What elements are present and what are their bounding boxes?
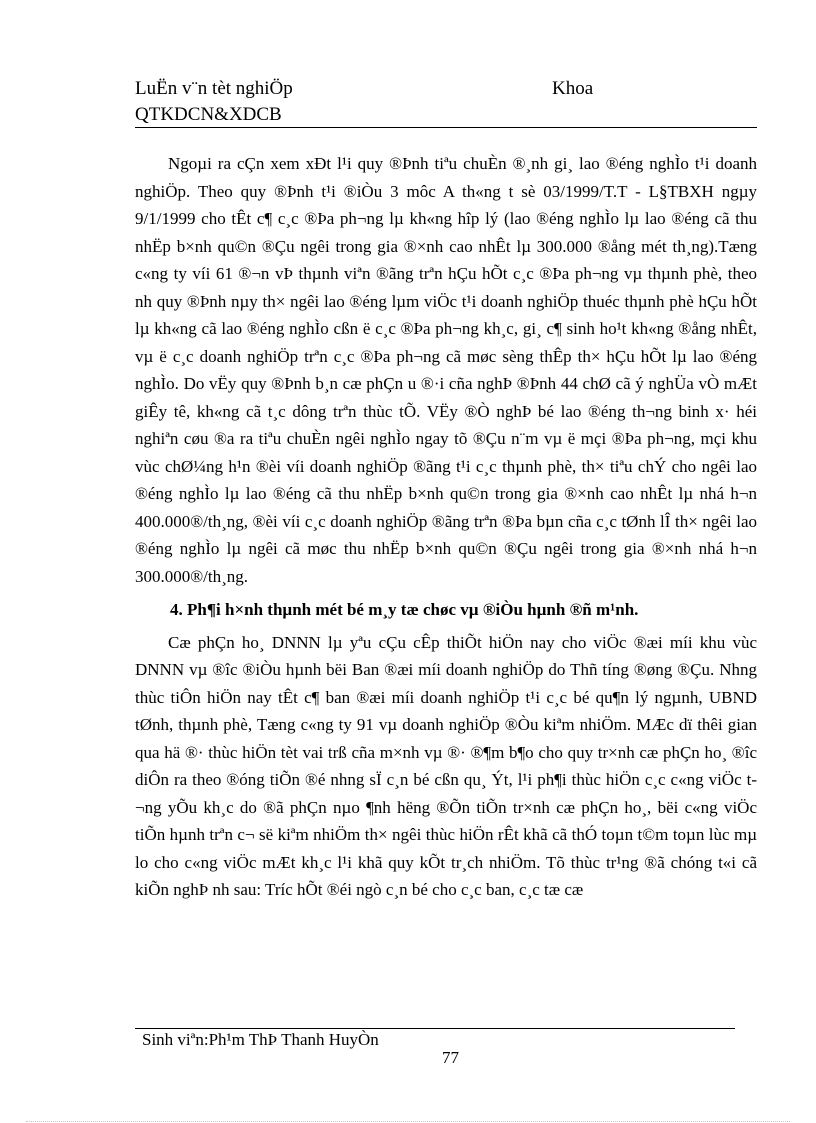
paragraph-2: Cæ phÇn ho¸ DNNN lµ yªu cÇu cÊp thiÕt hiÖn nay cho viÖc ®æi míi khu vùc DNNN vµ ®îc ®iÒu hµnh bëi Ban ®æi míi doanh nghiÖp do Thñ tíng ®øng ®Çu. Nhng thùc tiÔn hiÖn nay tÊt c¶ ban ®æi míi doanh nghiÖp t¹i c¸c bé qu¶n lý ngµnh, UBND tØnh, thµnh phè, Tæng c«ng ty 91 vµ doanh nghiÖp ®Òu kiªm nhiÖm. MÆc dï thêi gian qua hä ®· thùc hiÖn tèt vai trß cña m×nh vµ ®· ®¶m b¶o cho quy tr×nh cæ phÇn ho¸ ®îc diÔn ra theo ®óng tiÕn ®é nhng sÏ c¸n bé cßn qu¸ Ýt, l¹i ph¶i thùc hiÖn c¸c c«ng viÖc t¬ng yÕu kh¸c do ®ã phÇn nµo ¶nh hëng ®Õn tiÕn tr×nh cæ phÇn ho¸, bëi c«ng viÖc tiÕn hµnh trªn c¬ së kiªm nhiÖm th× ngêi thùc hiÖn rÊt khã cã thÓ toµn t©m toµn lùc mµ lo cho c«ng viÖc mÆt kh¸c l¹i khã quy kÕt tr¸ch nhiÖm. Tõ thùc tr¹ng ®ã chóng t«i cã kiÕn nghÞ nh sau: Tríc hÕt ®éi ngò c¸n bé cho c¸c ban, c¸c tæ cæ (135, 632, 757, 899)
page-bottom-border (26, 1121, 790, 1122)
section-heading: 4. Ph¶i h×nh thµnh mét bé m¸y tæ chøc vµ ®iÒu hµnh ®ñ m¹nh. (170, 600, 639, 619)
faculty-label: Khoa (552, 78, 594, 99)
body-text (135, 150, 757, 904)
author-name: Sinh viªn:Ph¹m ThÞ Thanh HuyÒn (142, 1030, 379, 1049)
department-name: QTKDCN&XDCB (135, 104, 282, 125)
footer-divider (135, 1028, 735, 1029)
paragraph-1: Ngoµi ra cÇn xem xÐt l¹i quy ®Þnh tiªu chuÈn ®¸nh gi¸ lao ®éng nghÌo t¹i doanh nghiÖp. Theo quy ®Þnh t¹i ®iÒu 3 môc A th«ng t sè 03/1999/T.T - L§TBXH ngµy 9/1/1999 cho tÊt c¶ c¸c ®Þa ph¬ng lµ kh«ng hîp lý (lao ®éng nghÌo lµ lao ®éng cã thu nhËp b×nh qu©n ®Çu ngêi trong gia ®×nh cao nhÊt lµ 300.000 ®ång mét th¸ng).Tæng c«ng ty víi 61 ®¬n vÞ thµnh viªn ®ãng trªn hÇu hÕt c¸c ®Þa ph¬ng vµ thµnh phè, theo nh quy ®Þnh nµy th× ngêi lao ®éng lµm viÖc t¹i doanh nghiÖp thuéc thµnh phè hÇu hÕt lµ kh«ng cã lao ®éng nghÌo cßn ë c¸c ®Þa ph¬ng kh¸c, gi¸ c¶ sinh ho¹t kh«ng ®ång nhÊt, vµ ë c¸c doanh nghiÖp trªn c¸c ®Þa ph¬ng cã møc sèng thÊp th× hÇu hÕt lµ lao ®éng nghÌo. Do vËy quy ®Þnh b¸n cæ phÇn u ®·i cña nghÞ ®Þnh 44 chØ cã ý nghÜa vÒ mÆt giÊy tê, kh«ng cã t¸c dông trªn thùc tÕ. VËy ®Ò nghÞ bé lao ®éng th¬ng binh x· héi nghiªn cøu ®a ra tiªu chuÈn ngêi nghÌo ngay tõ ®Çu n¨m vµ ë mçi ®Þa ph¬ng, mçi khu vùc chØ¼ng h¹n ®èi víi doanh nghiÖp ®ãng t¹i c¸c thµnh phè, th× tiªu chÝ cho ngêi lao ®éng nghÌo lµ lao ®éng cã thu nhËp b×nh qu©n trong gia ®×nh cao nhÊt lµ nhá h¬n 400.000®/th¸ng, ®èi víi c¸c doanh nghiÖp ®ãng trªn ®Þa bµn cña c¸c tØnh lÎ th× ngêi lao ®éng nghÌo lµ ngêi cã møc thu nhËp b×nh qu©n ®Çu ngêi trong gia ®×nh nhá h¬n 300.000®/th¸ng. (135, 154, 757, 586)
header-divider (135, 127, 757, 128)
thesis-title: LuËn v¨n tèt nghiÖp (135, 78, 293, 99)
page-number: 77 (442, 1048, 459, 1067)
